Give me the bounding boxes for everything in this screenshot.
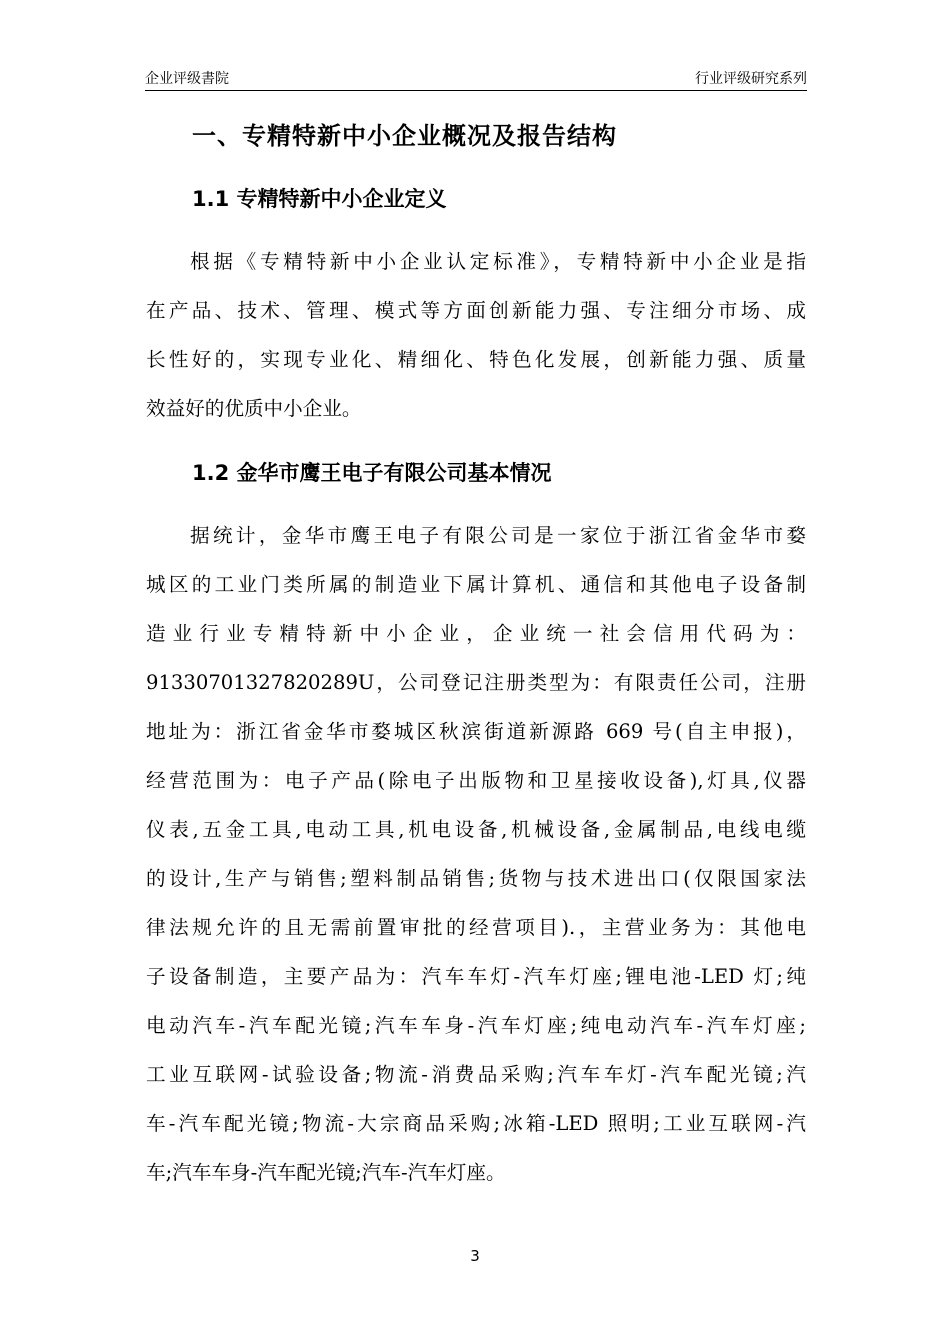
- paragraph-line: 车;汽车车身-汽车配光镜;汽车-汽车灯座。: [146, 1161, 506, 1184]
- paragraph-line: 长性好的，实现专业化、精细化、特色化发展，创新能力强、质量: [146, 348, 806, 371]
- page-header: [145, 64, 807, 91]
- paragraph-company: [146, 511, 806, 1197]
- paragraph-line: 城区的工业门类所属的制造业下属计算机、通信和其他电子设备制: [146, 573, 806, 596]
- paragraph-line: 电动汽车-汽车配光镜;汽车车身-汽车灯座;纯电动汽车-汽车灯座;: [146, 1014, 806, 1037]
- header-publisher: 企业评级書院: [145, 71, 229, 87]
- paragraph-line: 91330701327820289U，公司登记注册类型为：有限责任公司，注册: [146, 671, 806, 694]
- paragraph-line: 律法规允许的且无需前置审批的经营项目).，主营业务为：其他电: [146, 916, 806, 939]
- paragraph-line: 的设计,生产与销售;塑料制品销售;货物与技术进出口(仅限国家法: [146, 867, 806, 890]
- subsection-title-company: 1.2 金华市鹰王电子有限公司基本情况: [192, 461, 552, 485]
- paragraph-line: 造业行业专精特新中小企业，企业统一社会信用代码为：: [146, 622, 806, 645]
- paragraph-line: 车-汽车配光镜;物流-大宗商品采购;冰箱-LED 照明;工业互联网-汽: [146, 1112, 806, 1135]
- paragraph-line: 在产品、技术、管理、模式等方面创新能力强、专注细分市场、成: [146, 299, 806, 322]
- section-title: 一、专精特新中小企业概况及报告结构: [192, 122, 617, 150]
- paragraph-line: 子设备制造，主要产品为：汽车车灯-汽车灯座;锂电池-LED 灯;纯: [146, 965, 806, 988]
- header-series: 行业评级研究系列: [695, 71, 807, 87]
- page-number: 3: [470, 1247, 480, 1265]
- paragraph-definition: [146, 237, 806, 433]
- subsection-title-definition: 1.1 专精特新中小企业定义: [192, 187, 447, 211]
- paragraph-line: 仪表,五金工具,电动工具,机电设备,机械设备,金属制品,电线电缆: [146, 818, 806, 841]
- paragraph-line: 地址为：浙江省金华市婺城区秋滨街道新源路 669 号(自主申报)，: [146, 720, 806, 743]
- paragraph-line: 效益好的优质中小企业。: [146, 397, 362, 420]
- paragraph-line: 据统计，金华市鹰王电子有限公司是一家位于浙江省金华市婺: [190, 524, 806, 547]
- paragraph-line: 经营范围为：电子产品(除电子出版物和卫星接收设备),灯具,仪器: [146, 769, 806, 792]
- paragraph-line: 工业互联网-试验设备;物流-消费品采购;汽车车灯-汽车配光镜;汽: [146, 1063, 806, 1086]
- paragraph-line: 根据《专精特新中小企业认定标准》，专精特新中小企业是指: [190, 250, 806, 273]
